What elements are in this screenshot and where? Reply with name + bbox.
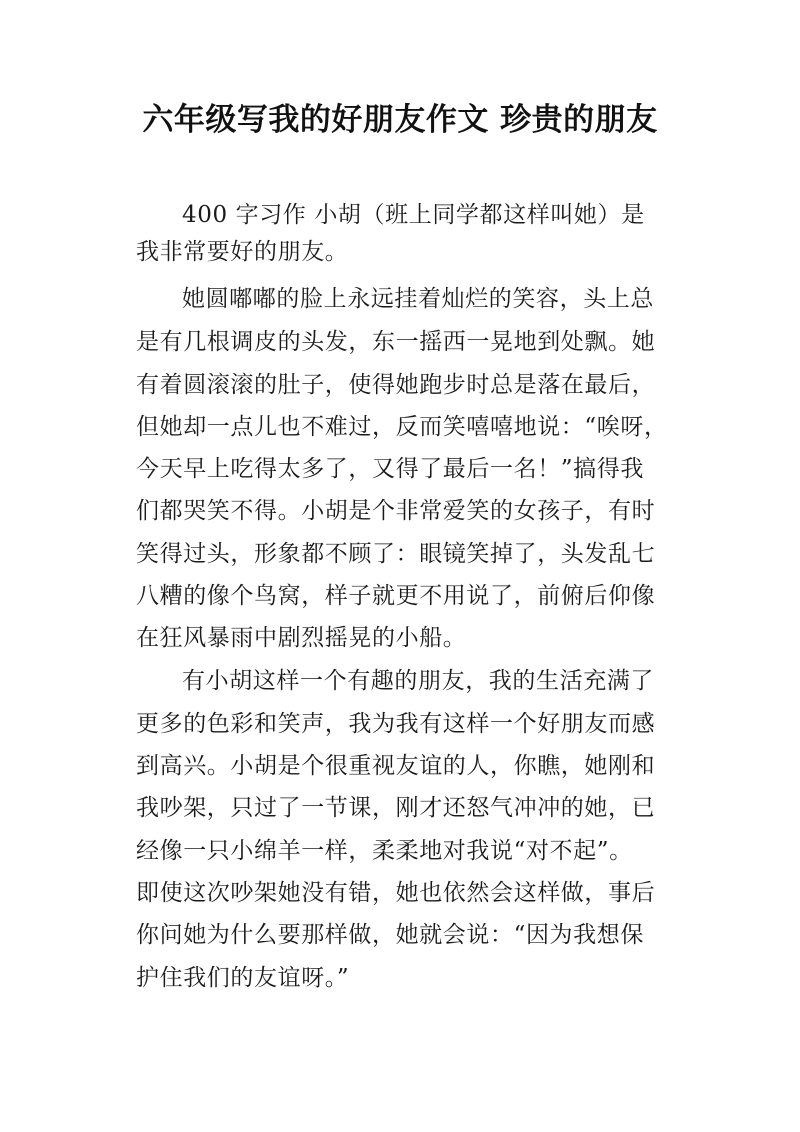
paragraph-1-line-1: 400 字习作 小胡（班上同学都这样叫她）是 [182,202,645,228]
paragraph-2-line-9: 在狂风暴雨中剧烈摇晃的小船。 [136,625,467,651]
paragraph-2-line-7: 笑得过头，形象都不顾了：眼镜笑掉了，头发乱七 [136,541,656,567]
paragraph-2-line-8: 八糟的像个鸟窝，样子就更不用说了，前俯后仰像 [136,583,656,609]
paragraph-3-line-7: 你问她为什么要那样做，她就会说：“因为我想保 [136,922,644,948]
paragraph-2-line-4: 但她却一点儿也不难过，反而笑嘻嘻地说：“唉呀， [136,414,668,440]
paragraph-2-line-1: 她圆嘟嘟的脸上永远挂着灿烂的笑容，头上总 [182,286,654,312]
paragraph-3-line-8: 护住我们的友谊呀。” [136,965,350,991]
paragraph-3-line-6: 即使这次吵架她没有错，她也依然会这样做，事后 [136,880,656,906]
paragraph-3-line-4: 我吵架，只过了一节课，刚才还怒气冲冲的她，已 [136,795,656,821]
paragraph-3-line-2: 更多的色彩和笑声，我为我有这样一个好朋友而感 [136,711,656,737]
paragraph-3-line-3: 到高兴。小胡是个很重视友谊的人，你瞧，她刚和 [136,753,656,779]
paragraph-2-line-5: 今天早上吃得太多了，又得了最后一名！”搞得我 [136,456,644,482]
document-title: 六年级写我的好朋友作文 珍贵的朋友 [142,102,658,138]
paragraph-3-line-5: 经像一只小绵羊一样，柔柔地对我说“对不起”。 [136,838,633,864]
paragraph-2-line-3: 有着圆滚滚的肚子，使得她跑步时总是落在最后， [136,372,656,398]
paragraph-3-line-1: 有小胡这样一个有趣的朋友，我的生活充满了 [182,668,654,694]
paragraph-1-line-2: 我非常要好的朋友。 [136,239,349,265]
paragraph-2-line-2: 是有几根调皮的头发，东一摇西一晃地到处飘。她 [136,329,656,355]
paragraph-2-line-6: 们都哭笑不得。小胡是个非常爱笑的女孩子，有时 [136,498,656,524]
